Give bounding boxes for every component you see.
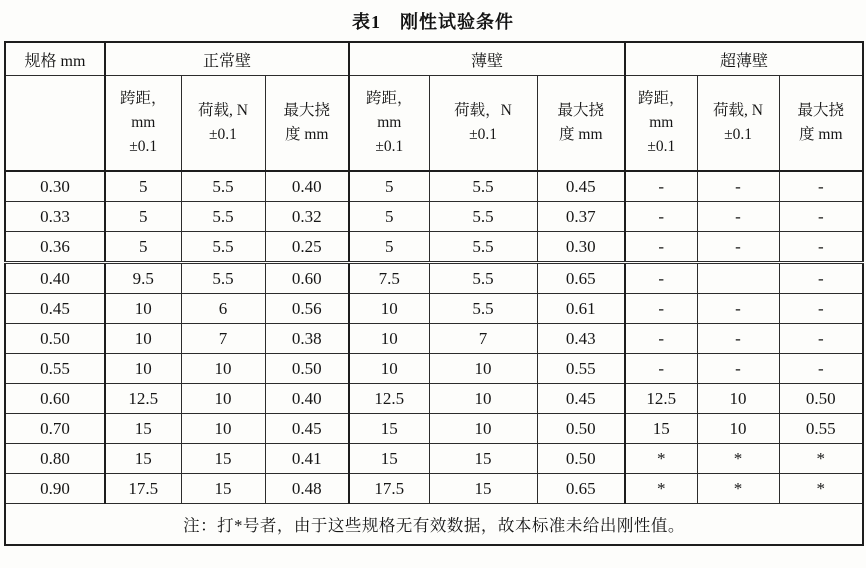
subheader-cell: [429, 76, 537, 172]
subheader-line: mm: [377, 113, 402, 131]
value-cell: *: [779, 474, 863, 504]
subheader-line: 荷载，N: [454, 101, 512, 119]
value-cell: 7.5: [349, 263, 429, 294]
value-cell: -: [625, 232, 697, 263]
spec-cell: 0.30: [5, 171, 105, 202]
value-cell: 5: [349, 171, 429, 202]
value-cell: -: [779, 324, 863, 354]
value-cell: *: [625, 444, 697, 474]
subheader-cell: [105, 76, 181, 172]
value-cell: 10: [429, 384, 537, 414]
value-cell: 10: [429, 414, 537, 444]
value-cell: 0.45: [265, 414, 349, 444]
spec-empty-cell: [5, 76, 105, 172]
value-cell: 5.5: [429, 232, 537, 263]
subheader-line: ±0.1: [209, 126, 237, 143]
subheader-line: ±0.1: [129, 138, 158, 155]
note-row: [5, 504, 863, 546]
value-cell: 10: [181, 384, 265, 414]
group-header-ultra-thin-wall: 超薄壁: [625, 42, 863, 76]
value-cell: 5: [349, 232, 429, 263]
value-cell: 10: [105, 354, 181, 384]
value-cell: 0.32: [265, 202, 349, 232]
value-cell: -: [625, 324, 697, 354]
header-sub-row: [5, 76, 863, 172]
value-cell: 5.5: [181, 232, 265, 263]
value-cell: -: [625, 354, 697, 384]
value-cell: 15: [181, 474, 265, 504]
subheader-line: 荷载, N: [198, 101, 248, 119]
subheader-line: ±0.1: [469, 126, 497, 143]
spec-cell: 0.36: [5, 232, 105, 263]
value-cell: 15: [181, 444, 265, 474]
value-cell: 10: [349, 324, 429, 354]
subheader-line: 度 mm: [559, 126, 603, 143]
spec-cell: 0.33: [5, 202, 105, 232]
table-row: [5, 384, 863, 414]
value-cell: -: [779, 263, 863, 294]
value-cell: -: [625, 263, 697, 294]
value-cell: 0.61: [537, 294, 625, 324]
spec-cell: 0.45: [5, 294, 105, 324]
value-cell: 0.55: [779, 414, 863, 444]
group-header-thin-wall: 薄壁: [349, 42, 625, 76]
value-cell: [697, 263, 779, 294]
value-cell: 10: [105, 324, 181, 354]
subheader-line: 荷载, N: [713, 101, 763, 119]
value-cell: 15: [105, 444, 181, 474]
table-row: [5, 294, 863, 324]
table-title: 表1 刚性试验条件: [352, 12, 514, 32]
value-cell: -: [697, 294, 779, 324]
value-cell: -: [625, 294, 697, 324]
value-cell: 0.38: [265, 324, 349, 354]
spec-header-cell: 规格 mm: [5, 42, 105, 76]
value-cell: -: [697, 202, 779, 232]
subheader-cell: [537, 76, 625, 172]
value-cell: 5.5: [429, 294, 537, 324]
value-cell: 0.50: [265, 354, 349, 384]
table-row: [5, 324, 863, 354]
value-cell: 12.5: [625, 384, 697, 414]
table-row: [5, 202, 863, 232]
value-cell: -: [625, 202, 697, 232]
rigidity-test-table: [4, 41, 864, 546]
value-cell: 0.40: [265, 171, 349, 202]
subheader-cell: [181, 76, 265, 172]
subheader-cell: [349, 76, 429, 172]
value-cell: 17.5: [105, 474, 181, 504]
value-cell: 5: [105, 202, 181, 232]
value-cell: 0.60: [265, 263, 349, 294]
subheader-line: ±0.1: [375, 138, 404, 155]
value-cell: 15: [105, 414, 181, 444]
subheader-line: 跨距，: [119, 89, 167, 107]
value-cell: 0.65: [537, 263, 625, 294]
table-row: [5, 232, 863, 263]
value-cell: 15: [349, 414, 429, 444]
value-cell: *: [779, 444, 863, 474]
value-cell: 9.5: [105, 263, 181, 294]
value-cell: 0.45: [537, 171, 625, 202]
table-footer: [5, 504, 863, 546]
subheader-line: 最大挠: [797, 101, 845, 119]
value-cell: 15: [625, 414, 697, 444]
value-cell: 15: [429, 444, 537, 474]
value-cell: 0.56: [265, 294, 349, 324]
table-row: [5, 171, 863, 202]
value-cell: -: [625, 171, 697, 202]
subheader-line: mm: [131, 113, 156, 131]
table-row: [5, 414, 863, 444]
value-cell: 10: [349, 354, 429, 384]
value-cell: 10: [429, 354, 537, 384]
value-cell: 17.5: [349, 474, 429, 504]
value-cell: 5.5: [429, 202, 537, 232]
header-group-row: [5, 42, 863, 76]
value-cell: -: [779, 171, 863, 202]
value-cell: 5: [105, 171, 181, 202]
subheader-line: 跨距，: [638, 89, 685, 107]
value-cell: 0.45: [537, 384, 625, 414]
value-cell: 5.5: [181, 263, 265, 294]
value-cell: 10: [181, 414, 265, 444]
value-cell: 5: [349, 202, 429, 232]
value-cell: 10: [181, 354, 265, 384]
group-header-normal-wall: 正常壁: [105, 42, 349, 76]
value-cell: 10: [105, 294, 181, 324]
value-cell: 0.30: [537, 232, 625, 263]
value-cell: 12.5: [349, 384, 429, 414]
table-row: [5, 474, 863, 504]
value-cell: 5.5: [429, 263, 537, 294]
value-cell: 7: [181, 324, 265, 354]
value-cell: 7: [429, 324, 537, 354]
spec-cell: 0.50: [5, 324, 105, 354]
subheader-line: ±0.1: [724, 126, 752, 143]
spec-cell: 0.70: [5, 414, 105, 444]
subheader-line: 度 mm: [285, 126, 329, 143]
subheader-line: ±0.1: [647, 138, 676, 155]
value-cell: 5.5: [181, 202, 265, 232]
subheader-line: 最大挠: [283, 101, 331, 119]
footnote: 注：打*号者，由于这些规格无有效数据，故本标准未给出刚性值。: [5, 504, 863, 546]
subheader-line: 跨距，: [366, 89, 413, 107]
value-cell: 5.5: [429, 171, 537, 202]
value-cell: 15: [429, 474, 537, 504]
value-cell: -: [779, 232, 863, 263]
value-cell: 10: [349, 294, 429, 324]
value-cell: -: [779, 202, 863, 232]
value-cell: -: [697, 171, 779, 202]
value-cell: -: [779, 294, 863, 324]
value-cell: 10: [697, 414, 779, 444]
spec-cell: 0.80: [5, 444, 105, 474]
value-cell: 0.41: [265, 444, 349, 474]
subheader-line: 最大挠: [557, 101, 605, 119]
spec-cell: 0.60: [5, 384, 105, 414]
value-cell: 0.55: [537, 354, 625, 384]
value-cell: *: [697, 474, 779, 504]
value-cell: 0.48: [265, 474, 349, 504]
value-cell: 0.40: [265, 384, 349, 414]
value-cell: 0.50: [537, 414, 625, 444]
table-row: [5, 354, 863, 384]
value-cell: 0.43: [537, 324, 625, 354]
subheader-line: 度 mm: [799, 126, 843, 143]
spec-cell: 0.55: [5, 354, 105, 384]
value-cell: *: [697, 444, 779, 474]
value-cell: 0.50: [779, 384, 863, 414]
value-cell: 0.37: [537, 202, 625, 232]
subheader-cell: [779, 76, 863, 172]
value-cell: 15: [349, 444, 429, 474]
value-cell: 10: [697, 384, 779, 414]
value-cell: -: [697, 354, 779, 384]
table-header: [5, 42, 863, 171]
value-cell: -: [697, 232, 779, 263]
value-cell: 0.50: [537, 444, 625, 474]
value-cell: 12.5: [105, 384, 181, 414]
spec-cell: 0.40: [5, 263, 105, 294]
value-cell: 6: [181, 294, 265, 324]
value-cell: -: [779, 354, 863, 384]
subheader-cell: [265, 76, 349, 172]
table-row: [5, 263, 863, 294]
value-cell: 0.65: [537, 474, 625, 504]
spec-cell: 0.90: [5, 474, 105, 504]
value-cell: 0.25: [265, 232, 349, 263]
subheader-cell: [625, 76, 697, 172]
table-row: [5, 444, 863, 474]
value-cell: 5: [105, 232, 181, 263]
value-cell: 5.5: [181, 171, 265, 202]
value-cell: -: [697, 324, 779, 354]
value-cell: *: [625, 474, 697, 504]
table-body: [5, 171, 863, 504]
subheader-cell: [697, 76, 779, 172]
subheader-line: mm: [649, 113, 674, 131]
